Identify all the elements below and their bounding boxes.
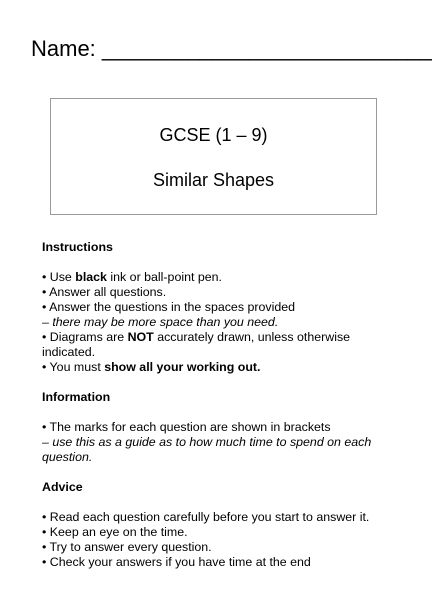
exam-level-title: GCSE (1 – 9) [159, 125, 268, 145]
information-note: – use this as a guide as to how much time to spend on each question. [42, 435, 372, 464]
instruction-item: • You must show all your working out. [42, 360, 261, 374]
name-field[interactable] [31, 36, 432, 62]
name-label: Name: [31, 36, 96, 61]
advice-heading: Advice [42, 480, 83, 494]
advice-item: • Keep an eye on the time. [42, 525, 188, 539]
title-box [50, 98, 377, 215]
instruction-item: • Answer the questions in the spaces provided [42, 300, 295, 314]
advice-item: • Try to answer every question. [42, 540, 212, 554]
instruction-item: • Diagrams are NOT accurately drawn, unless otherwise indicated. [42, 330, 351, 359]
instruction-item: • Answer all questions. [42, 285, 167, 299]
instruction-note: – there may be more space than you need. [42, 315, 279, 329]
exam-instructions [42, 240, 402, 570]
topic-title: Similar Shapes [152, 170, 275, 190]
name-blank-line[interactable]: ___________________________ [101, 36, 432, 61]
information-item: • The marks for each question are shown in brackets [42, 420, 331, 434]
information-heading: Information [42, 390, 111, 404]
advice-item: • Check your answers if you have time at the end [42, 555, 311, 569]
instructions-heading: Instructions [42, 240, 113, 254]
instruction-item: • Use black ink or ball-point pen. [42, 270, 222, 284]
advice-item: • Read each question carefully before you start to answer it. [42, 510, 370, 524]
